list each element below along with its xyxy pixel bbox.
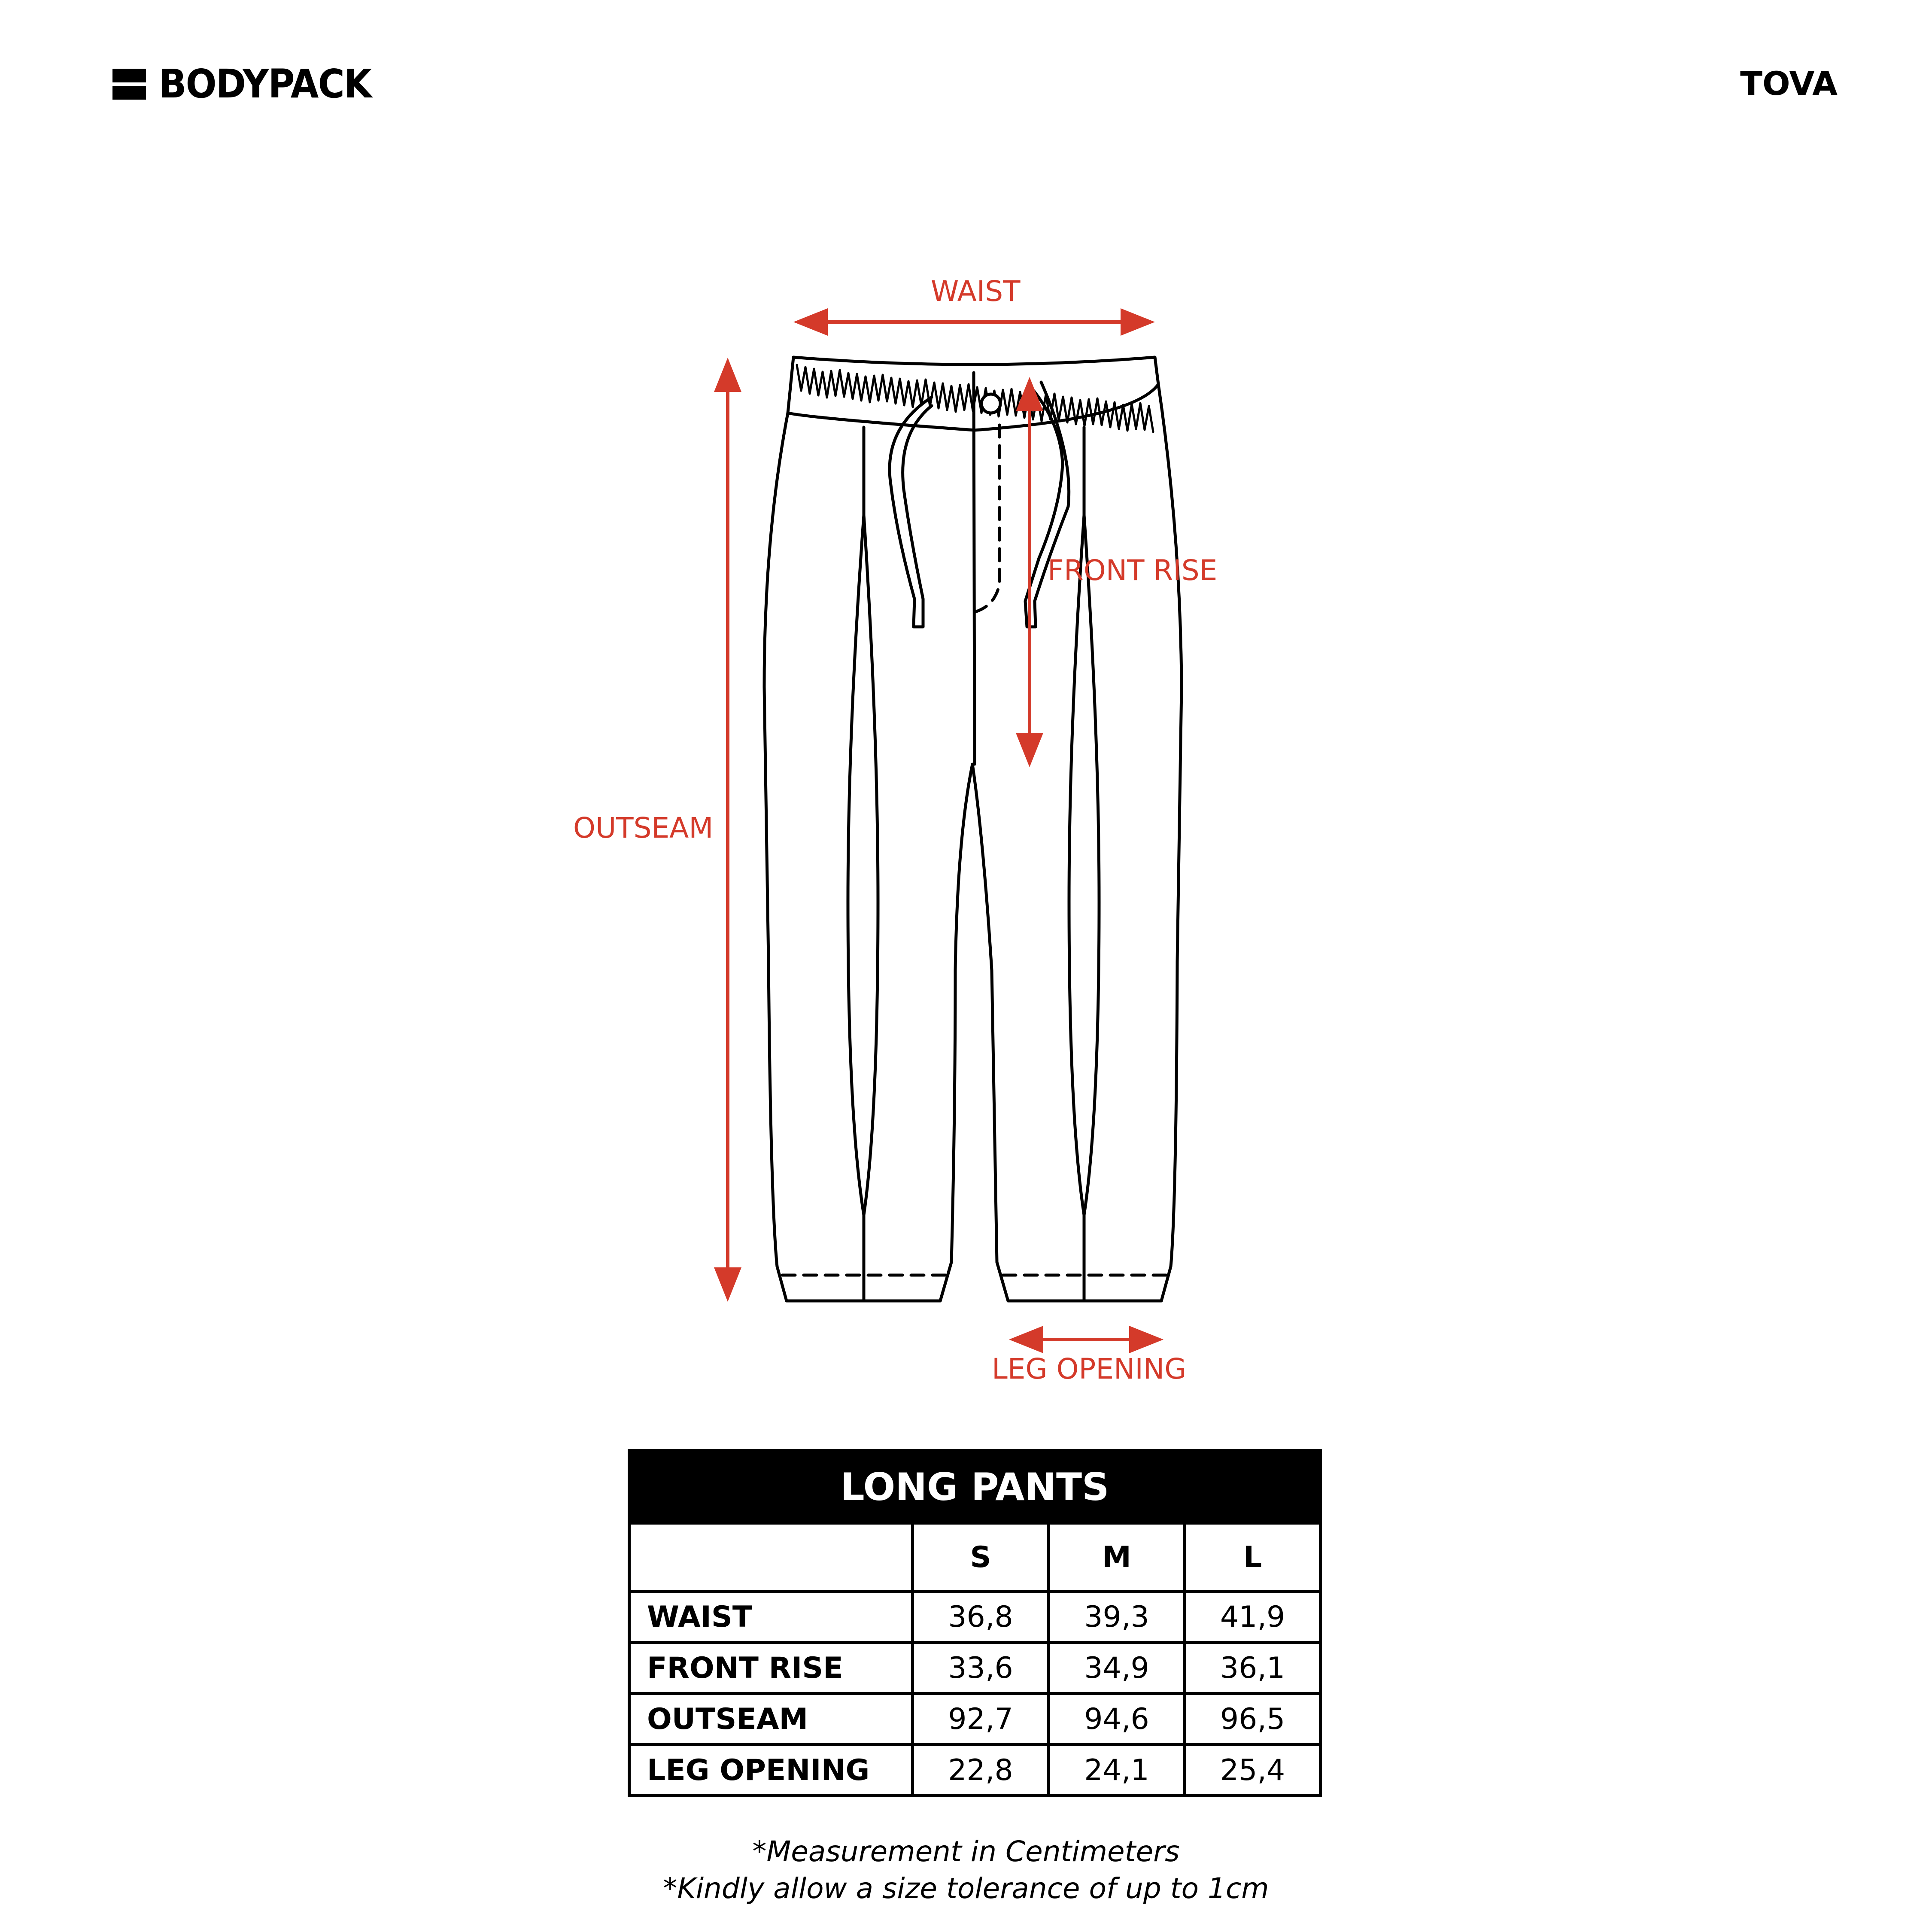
fly-stitching xyxy=(975,425,999,612)
table-cell: 39,3 xyxy=(1049,1592,1185,1643)
table-cell: 94,6 xyxy=(1049,1694,1185,1745)
table-cell: 41,9 xyxy=(1185,1592,1321,1643)
table-cell: 36,8 xyxy=(913,1592,1049,1643)
size-header: L xyxy=(1185,1523,1321,1592)
size-chart-table xyxy=(628,1449,1322,1797)
drawcord-left xyxy=(890,397,932,627)
leg-opening-label: LEG OPENING xyxy=(992,1352,1187,1385)
footnotes xyxy=(0,1833,1932,1907)
row-label: WAIST xyxy=(629,1592,913,1643)
table-header-row xyxy=(629,1523,1321,1592)
footnote-tolerance: *Kindly allow a size tolerance of up to 1cm xyxy=(663,1872,1269,1905)
table-cell: 96,5 xyxy=(1185,1694,1321,1745)
header-empty-cell xyxy=(629,1523,913,1592)
size-header: S xyxy=(913,1523,1049,1592)
table-row xyxy=(629,1745,1321,1796)
table-cell: 36,1 xyxy=(1185,1643,1321,1694)
table-row xyxy=(629,1694,1321,1745)
right-side-panel xyxy=(1069,515,1084,1215)
outseam-label: OUTSEAM xyxy=(573,811,714,844)
row-label: LEG OPENING xyxy=(629,1745,913,1796)
style-name: TOVA xyxy=(1740,64,1838,103)
waist-label: WAIST xyxy=(931,275,1021,308)
table-row xyxy=(629,1592,1321,1643)
front-rise-label: FRONT RISE xyxy=(1048,554,1218,587)
table-cell: 25,4 xyxy=(1185,1745,1321,1796)
table-cell: 24,1 xyxy=(1049,1745,1185,1796)
left-inseam xyxy=(848,427,864,1301)
table-cell: 33,6 xyxy=(913,1643,1049,1694)
table-cell: 22,8 xyxy=(913,1745,1049,1796)
brand-name: BODYPACK xyxy=(159,61,371,107)
row-label: OUTSEAM xyxy=(629,1694,913,1745)
drawcord-eyelet xyxy=(981,394,1000,413)
footnote-units: *Measurement in Centimeters xyxy=(752,1835,1180,1868)
center-front-seam xyxy=(974,373,975,764)
table-cell: 34,9 xyxy=(1049,1643,1185,1694)
row-label: FRONT RISE xyxy=(629,1643,913,1694)
left-side-panel xyxy=(864,515,878,1215)
size-header: M xyxy=(1049,1523,1185,1592)
table-title: LONG PANTS xyxy=(629,1451,1321,1523)
table-cell: 92,7 xyxy=(913,1694,1049,1745)
table-row xyxy=(629,1643,1321,1694)
